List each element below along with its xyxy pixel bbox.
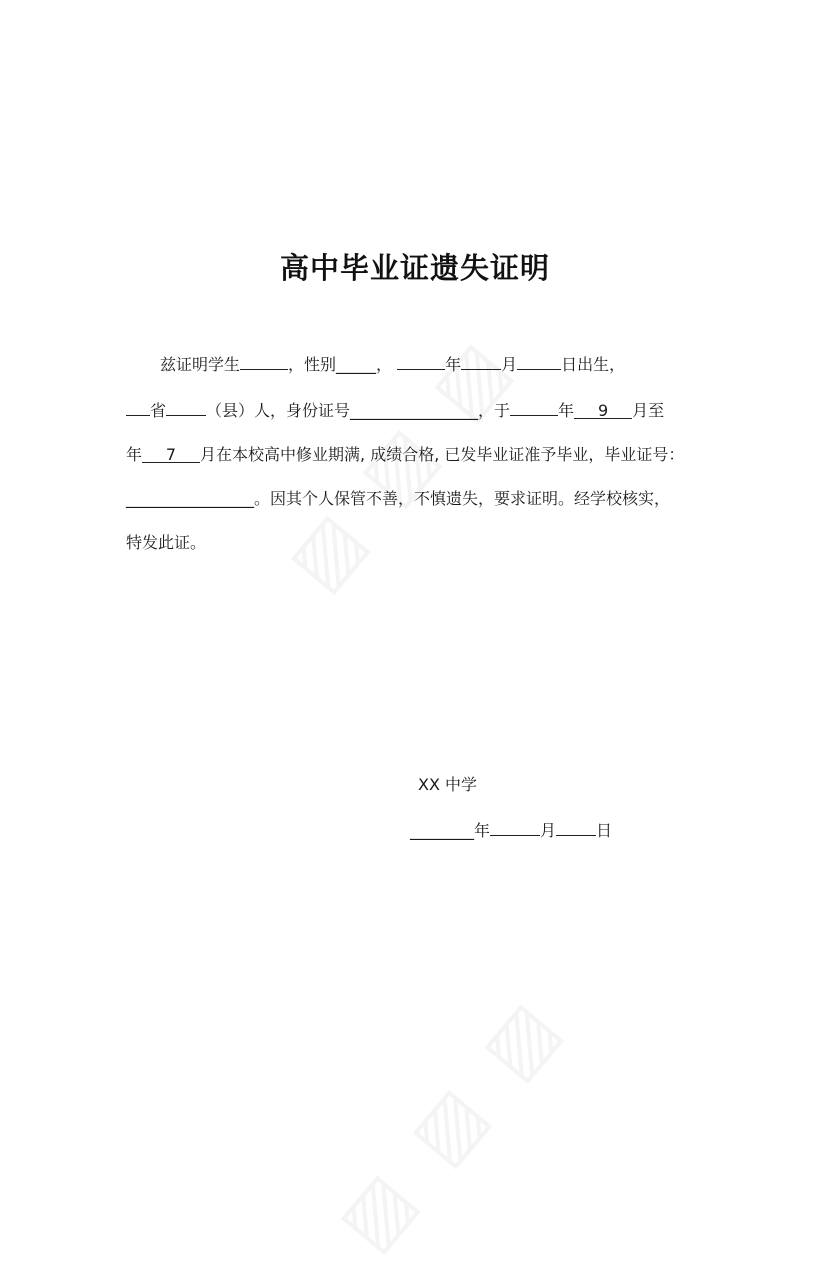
gender-dashes: _____ (336, 355, 377, 374)
paragraph-line-1 (160, 352, 625, 375)
text-segment: 。因其个人保管不善，不慎遗失，要求证明。经学校核实， (254, 489, 671, 508)
signature-date (410, 818, 612, 841)
student-name-blank (240, 354, 288, 370)
watermark (321, 980, 581, 1266)
paragraph-line-5 (126, 530, 206, 553)
text-segment: 特发此证。 (126, 533, 207, 552)
text-segment: 月在本校高中修业期满, 成绩合格, 已发毕业证准予毕业，毕业证号： (200, 445, 685, 464)
date-month-blank (490, 820, 540, 836)
date-month-label: 月 (540, 821, 557, 840)
date-year-dashes: ________ (410, 821, 474, 840)
text-segment: ，于 (478, 401, 511, 420)
document-title: 高中毕业证遗失证明 (279, 251, 550, 285)
text-segment: 年 (126, 445, 143, 464)
text-segment: 月 (501, 355, 518, 374)
date-day-blank (556, 820, 596, 836)
text-segment: 兹证明学生 (160, 355, 241, 374)
school-signature: XX 中学 (418, 775, 478, 794)
text-segment: 省 (150, 401, 167, 420)
date-day-label: 日 (596, 821, 613, 840)
text-segment: 年 (445, 355, 462, 374)
text-segment: 年 (558, 401, 575, 420)
end-month-value: 7 (142, 447, 200, 463)
text-segment: 月至 (632, 401, 665, 420)
text-segment: ， (376, 355, 393, 374)
date-year-label: 年 (474, 821, 491, 840)
text-segment: ，性别 (288, 355, 337, 374)
certificate-number-dashes: ________________ (126, 489, 254, 508)
text-segment: （县）人，身份证号 (206, 401, 351, 420)
id-number-dashes: ________________ (350, 401, 479, 420)
county-blank (166, 400, 206, 416)
birth-day-blank (517, 354, 561, 370)
text-segment: 日出生， (561, 355, 626, 374)
paragraph-line-4 (126, 486, 670, 509)
start-month-value: 9 (574, 403, 632, 419)
paragraph-line-2 (126, 398, 664, 421)
province-blank (126, 400, 150, 416)
birth-year-blank (397, 354, 445, 370)
birth-month-blank (461, 354, 501, 370)
start-year-blank (510, 400, 558, 416)
paragraph-line-3 (126, 442, 684, 465)
